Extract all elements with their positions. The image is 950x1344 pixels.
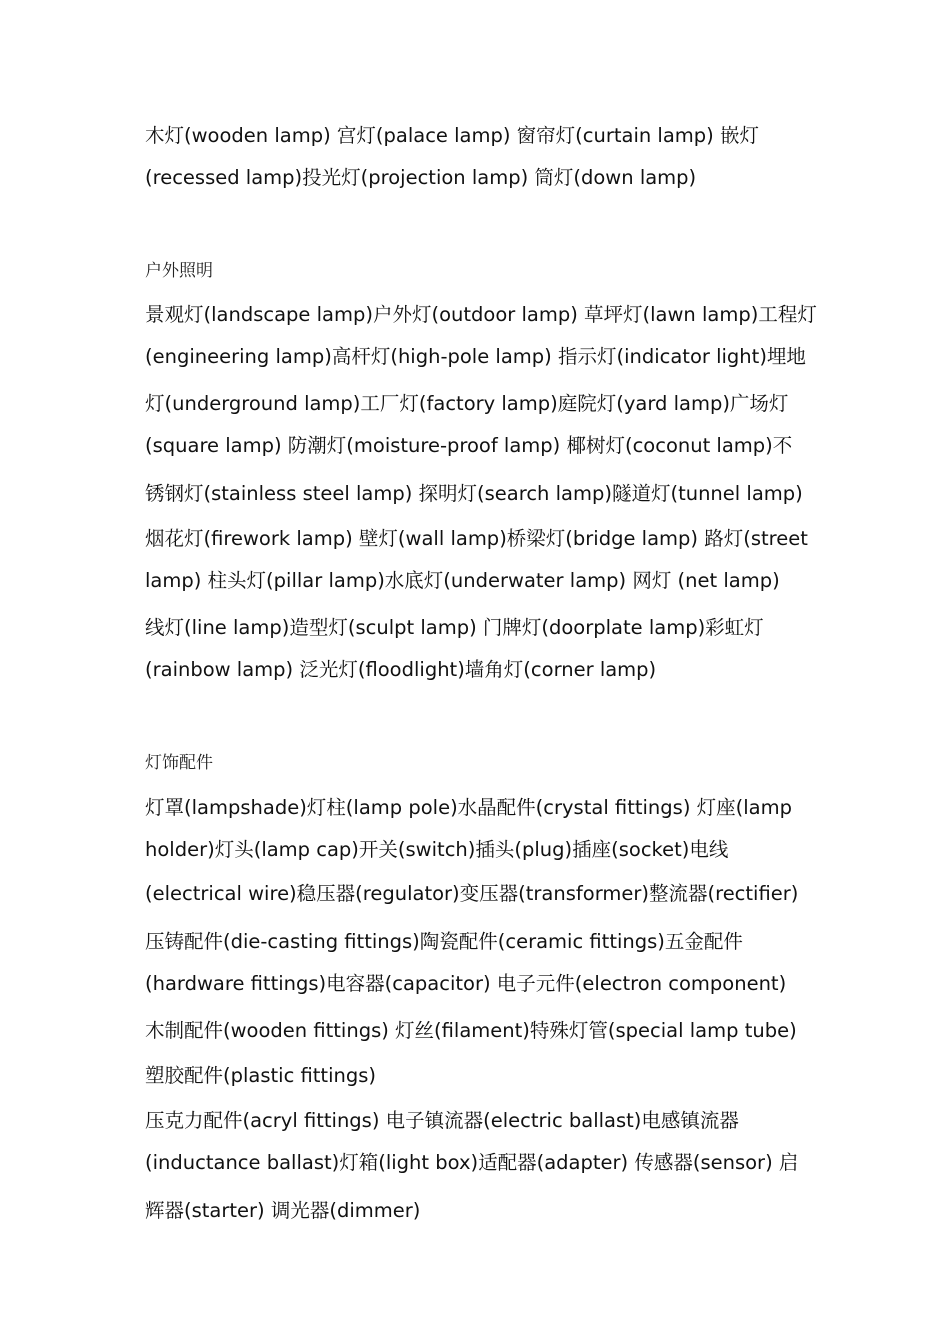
text-line: 压克力配件(acryl fittings) 电子镇流器(electric ballast)电感镇流器 bbox=[145, 1109, 739, 1132]
text-line: (engineering lamp)高杆灯(high-pole lamp) 指示灯(indicator light)埋地 bbox=[145, 345, 806, 368]
text-line: (rainbow lamp) 泛光灯(floodlight)墙角灯(corner lamp) bbox=[145, 658, 657, 681]
text-line: (electrical wire)稳压器(regulator)变压器(transformer)整流器(rectifier) bbox=[145, 882, 799, 905]
text-line: 压铸配件(die-casting fittings)陶瓷配件(ceramic fittings)五金配件 bbox=[145, 930, 743, 953]
text-line: 烟花灯(firework lamp) 壁灯(wall lamp)桥梁灯(bridge lamp) 路灯(street bbox=[145, 527, 808, 550]
text-line: (square lamp) 防潮灯(moisture-proof lamp) 椰树灯(coconut lamp)不 bbox=[145, 434, 793, 457]
text-line: 线灯(line lamp)造型灯(sculpt lamp) 门牌灯(doorplate lamp)彩虹灯 bbox=[145, 616, 764, 639]
section-heading-outdoor: 户外照明 bbox=[145, 261, 213, 281]
text-line: (inductance ballast)灯箱(light box)适配器(adapter) 传感器(sensor) 启 bbox=[145, 1151, 799, 1174]
text-line: 灯(underground lamp)工厂灯(factory lamp)庭院灯(yard lamp)广场灯 bbox=[145, 392, 789, 415]
text-line: (hardware fittings)电容器(capacitor) 电子元件(electron component) bbox=[145, 972, 787, 995]
text-line: 辉器(starter) 调光器(dimmer) bbox=[145, 1199, 421, 1222]
text-line: 景观灯(landscape lamp)户外灯(outdoor lamp) 草坪灯(lawn lamp)工程灯 bbox=[145, 303, 817, 326]
section-heading-fittings: 灯饰配件 bbox=[145, 753, 213, 773]
text-line: 木灯(wooden lamp) 宫灯(palace lamp) 窗帘灯(curtain lamp) 嵌灯 bbox=[145, 124, 759, 147]
text-line: 锈钢灯(stainless steel lamp) 探明灯(search lamp)隧道灯(tunnel lamp) bbox=[145, 482, 803, 505]
text-line: 灯罩(lampshade)灯柱(lamp pole)水晶配件(crystal fittings) 灯座(lamp bbox=[145, 796, 792, 819]
text-line: holder)灯头(lamp cap)开关(switch)插头(plug)插座(socket)电线 bbox=[145, 838, 729, 861]
text-line: (recessed lamp)投光灯(projection lamp) 筒灯(down lamp) bbox=[145, 166, 697, 189]
text-line: lamp) 柱头灯(pillar lamp)水底灯(underwater lamp) 网灯 (net lamp) bbox=[145, 569, 780, 592]
text-line: 木制配件(wooden fittings) 灯丝(filament)特殊灯管(special lamp tube) bbox=[145, 1019, 797, 1042]
text-line: 塑胶配件(plastic fittings) bbox=[145, 1064, 376, 1087]
